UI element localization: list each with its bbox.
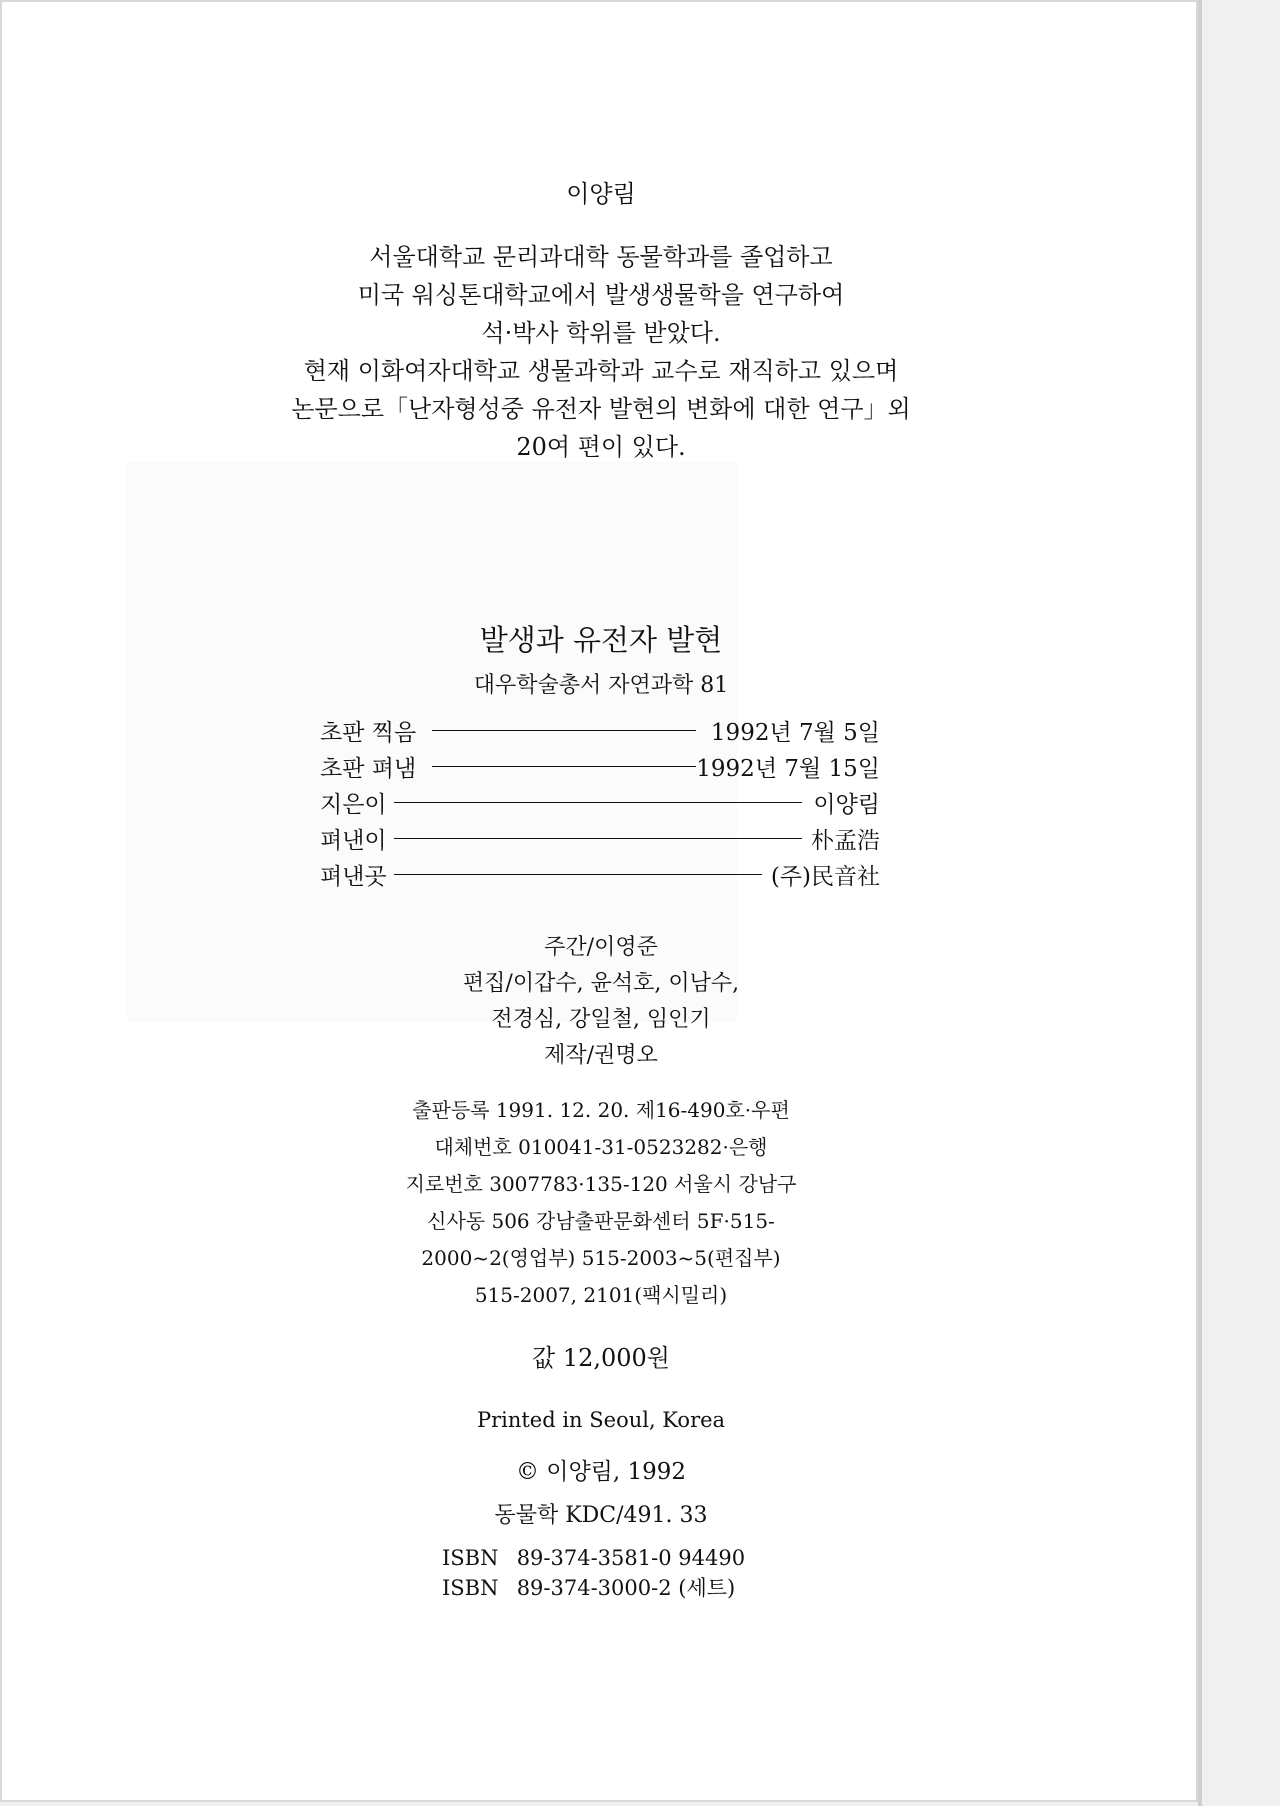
bio-line: 석·박사 학위를 받았다. [481, 319, 721, 347]
bio-line: 서울대학교 문리과대학 동물학과를 졸업하고 [369, 243, 833, 271]
info-value: (주)民音社 [770, 864, 880, 890]
staff-line: 주간/이영준 [544, 935, 658, 960]
isbn-number: 89-374-3581-0 94490 [516, 1546, 746, 1570]
price: 값 12,000원 [532, 1344, 670, 1372]
bio-line: 미국 워싱톤대학교에서 발생생물학을 연구하여 [357, 281, 845, 309]
leader-line [394, 838, 802, 839]
registration-line: 515-2007, 2101(팩시밀리) [474, 1283, 728, 1307]
isbn-line [442, 1573, 745, 1603]
classification: 동물학 KDC/491. 33 [494, 1503, 708, 1528]
staff-credits [2, 930, 1200, 1074]
bio-line: 20여 편이 있다. [516, 433, 686, 461]
info-row-publishing-house [320, 858, 880, 892]
registration-line: 지로번호 3007783·135-120 서울시 강남구 [405, 1172, 797, 1196]
registration-line: 대체번호 010041-31-0523282·은행 [434, 1135, 768, 1159]
registration-line: 신사동 506 강남출판문화센터 5F·515- [427, 1209, 775, 1233]
staff-line: 전경심, 강일철, 임인기 [491, 1007, 711, 1032]
leader-line [394, 802, 802, 803]
isbn-number: 89-374-3000-2 (세트) [516, 1576, 736, 1600]
staff-line: 편집/이갑수, 윤석호, 이남수, [462, 971, 740, 996]
info-value: 1992년 7월 15일 [696, 756, 880, 782]
series-name: 대우학술총서 자연과학 81 [473, 673, 729, 698]
staff-line: 제작/권명오 [544, 1043, 658, 1068]
bio-line: 현재 이화여자대학교 생물과학과 교수로 재직하고 있으며 [303, 357, 899, 385]
registration-info [2, 1092, 1200, 1314]
registration-line: 2000~2(영업부) 515-2003~5(편집부) [421, 1246, 781, 1270]
isbn-label: ISBN [442, 1546, 499, 1570]
info-label: 지은이 [320, 792, 387, 818]
leader-line [432, 730, 696, 731]
isbn-line [442, 1543, 745, 1573]
author-bio [2, 238, 1200, 466]
info-row-publisher [320, 822, 880, 856]
author-name: 이양림 [566, 180, 636, 208]
bio-line: 논문으로「난자형성중 유전자 발현의 변화에 대한 연구」외 [291, 395, 911, 423]
isbn-block [442, 1543, 745, 1603]
book-title: 발생과 유전자 발현 [479, 623, 723, 657]
page-edge-shadow [1198, 0, 1202, 1806]
info-row-first-publication [320, 750, 880, 784]
info-row-author [320, 786, 880, 820]
info-value: 1992년 7월 5일 [710, 720, 880, 746]
info-row-first-printing [320, 714, 880, 748]
info-value: 朴孟浩 [811, 828, 880, 854]
info-label: 펴낸이 [320, 828, 387, 854]
printed-in: Printed in Seoul, Korea [476, 1408, 726, 1432]
registration-line: 출판등록 1991. 12. 20. 제16-490호·우편 [412, 1098, 790, 1122]
isbn-label: ISBN [442, 1576, 499, 1600]
info-label: 초판 찍음 [320, 720, 417, 746]
leader-line [432, 766, 696, 767]
copyright-notice: © 이양림, 1992 [515, 1459, 687, 1485]
info-label: 펴낸곳 [320, 864, 387, 890]
info-label: 초판 펴냄 [320, 756, 417, 782]
leader-line [394, 874, 762, 875]
info-value: 이양림 [813, 792, 880, 818]
